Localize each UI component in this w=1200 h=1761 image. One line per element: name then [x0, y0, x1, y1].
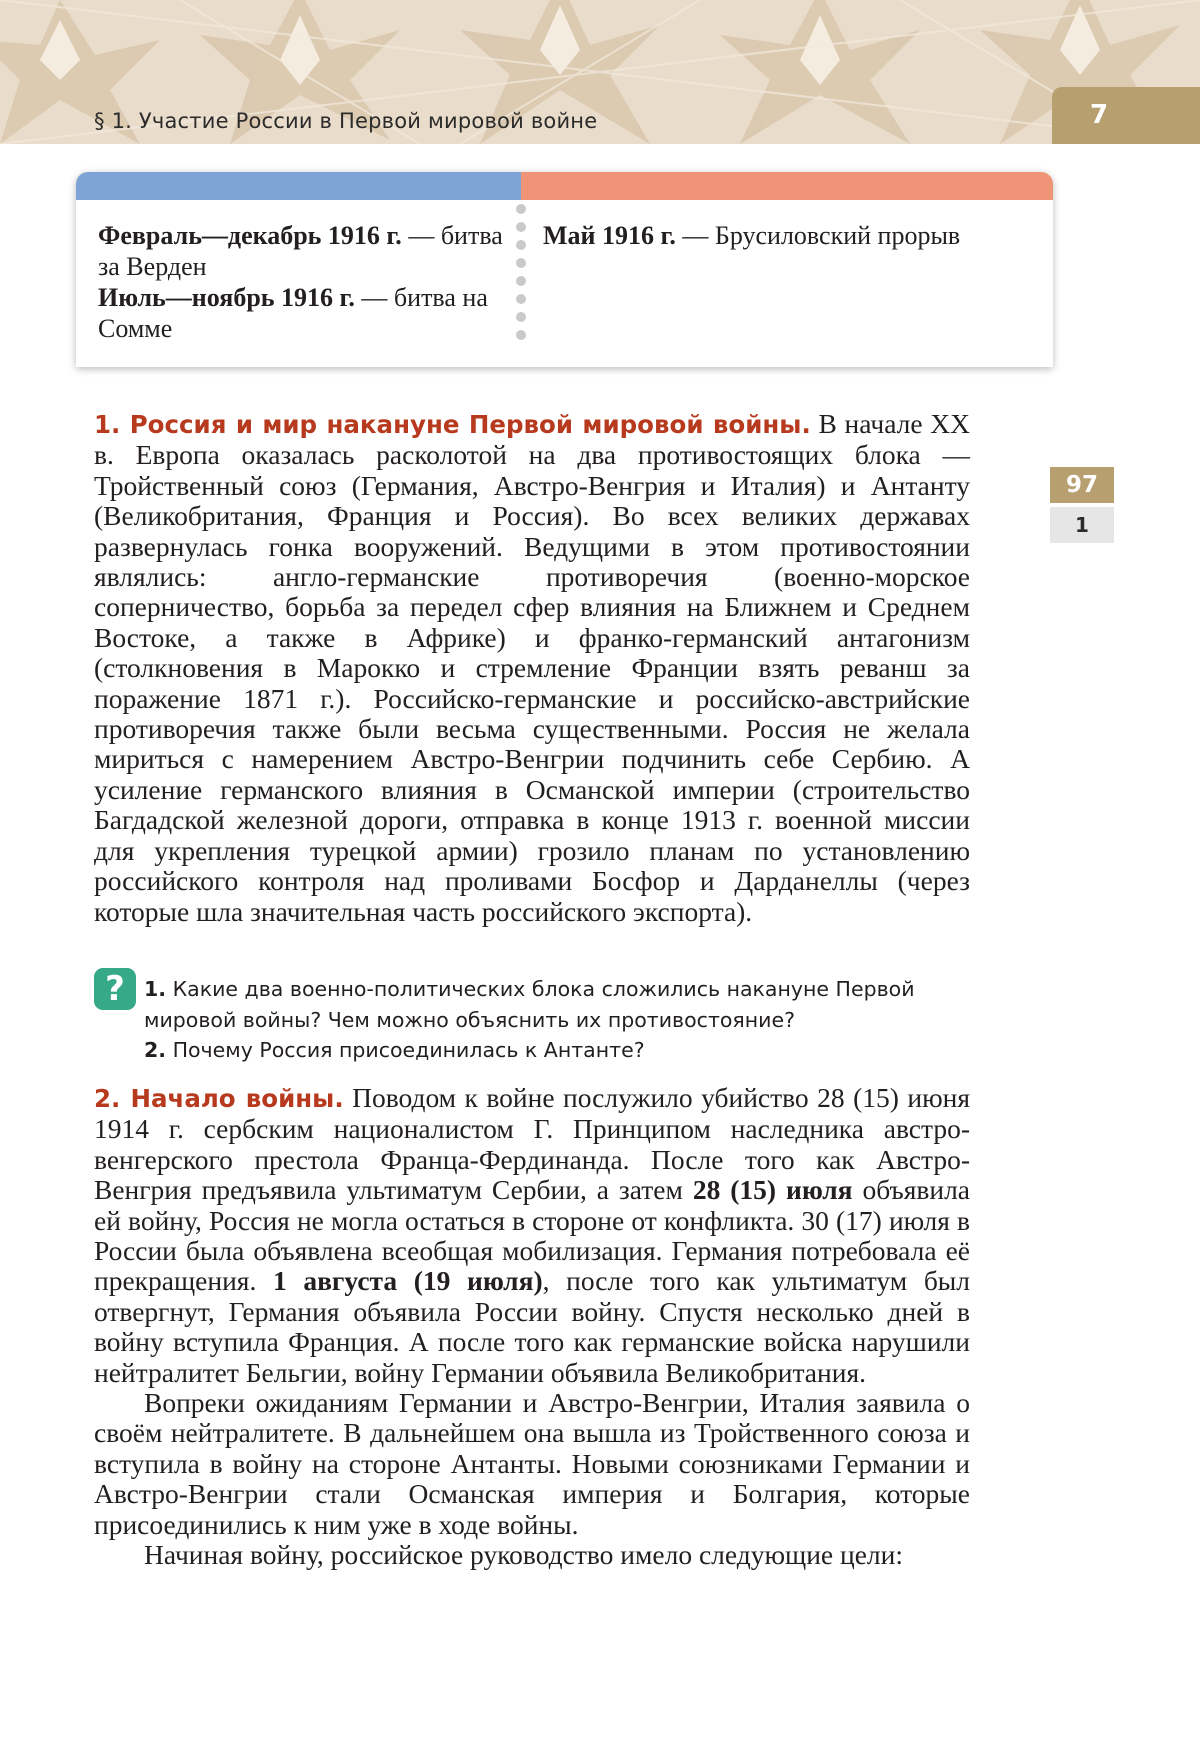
- section-2-heading: 2. Начало войны.: [94, 1084, 344, 1113]
- header-banner: [0, 0, 1200, 144]
- text-run: , после того как ультиматум был отвергнут, Германия объявила России войну. Спустя несколько дней в войну вступила Франция. А после того как германские войска нарушили нейтралитет Бельгии, войну Германии объявила Великобритания.: [94, 1265, 971, 1388]
- question-number: 2.: [144, 1038, 167, 1062]
- timeline-event: — битва на Сомме: [98, 283, 488, 343]
- question-item: [144, 1035, 974, 1066]
- side-marker-97: 97: [1050, 467, 1114, 503]
- question-icon: ?: [94, 968, 136, 1010]
- section-2-paragraph-3: Начиная войну, российское руководство имело следующие цели:: [144, 1539, 904, 1571]
- timeline-right-column: [543, 220, 1043, 251]
- side-marker-1: 1: [1050, 507, 1114, 543]
- timeline-dot-divider: [514, 204, 528, 364]
- timeline-date: Февраль—декабрь 1916 г.: [98, 221, 402, 250]
- question-text: Какие два военно-политических блока сложились накануне Первой мировой войны? Чем можно объяснить их противостояние?: [144, 977, 915, 1032]
- text-run: объявила ей войну, Россия не могла остаться в стороне от конфликта. 30 (17) июля в России была объявлена всеобщая мобилизация. Германия потребовала её прекращения.: [94, 1174, 971, 1297]
- section-1: [94, 409, 970, 927]
- timeline-event: — Брусиловский прорыв: [675, 221, 961, 250]
- timeline-entry: [543, 220, 1043, 251]
- timeline-entry: [98, 220, 508, 282]
- timeline-box: [76, 172, 1053, 367]
- question-text: Почему Россия присоединилась к Антанте?: [166, 1038, 645, 1062]
- page-number: 7: [1052, 87, 1200, 144]
- section-1-heading: 1. Россия и мир накануне Первой мировой войны.: [94, 410, 811, 439]
- timeline-event: — битва за Верден: [98, 221, 503, 281]
- section-2-paragraph-2: Вопреки ожиданиям Германии и Австро-Венгрии, Италия заявила о своём нейтралитете. В дальнейшем она вышла из Тройственного союза и вступила в войну на стороне Антанты. Новыми союзниками Германии и Австро-Венгрии стали Османская империя и Болгария, которые присоединились к ним уже в ходе войны.: [94, 1387, 970, 1540]
- question-list: [144, 974, 974, 1066]
- question-item: [144, 974, 974, 1035]
- text-run: Поводом к войне послужило убийство 28 (15) июня 1914 г. сербским националистом Г. Принципом наследника австро-венгерского престола Франца-Фердинанда. После того как Австро-Венгрия предъявила ультиматум Сербии, а затем: [94, 1082, 970, 1206]
- timeline-entry: [98, 282, 508, 344]
- timeline-date: Май 1916 г.: [543, 221, 676, 250]
- running-head: § 1. Участие России в Первой мировой войне: [94, 109, 598, 133]
- timeline-bar-blue: [76, 172, 521, 200]
- section-2-paragraph-1: [94, 1083, 970, 1388]
- question-number: 1.: [144, 977, 167, 1001]
- timeline-date: Июль—ноябрь 1916 г.: [98, 283, 355, 312]
- section-2: [94, 1083, 970, 1571]
- section-1-text: В начале XX в. Европа оказалась расколотой на два противостоящих блока — Тройственный союз (Германия, Австро-Венгрия и Италия) и Антанту (Великобритания, Франция и Россия). Во всех великих державах развернулась гонка вооружений. Ведущими в этом противостоянии являлись: англо-германские противоречия (военно-морское соперничество, борьба за передел сфер влияния на Ближнем и Среднем Востоке, а также в Африке) и франко-германский антагонизм (столкновения в Марокко и стремление Франции взять реванш за поражение 1871 г.). Российско-германские и российско-австрийские противоречия также были весьма существенными. Россия не желала мириться с намерением Австро-Венгрии подчинить себе Сербию. А усиление германского влияния в Османской империи (строительство Багдадской железной дороги, отправка в конце 1913 г. военной миссии для укрепления турецкой армии) грозило планам по установлению российского контроля над проливами Босфор и Дарданеллы (через которые шла значительная часть российского экспорта).: [94, 408, 971, 927]
- timeline-bar-orange: [521, 172, 1053, 200]
- timeline-left-column: [98, 220, 508, 344]
- bold-date: 28 (15) июля: [692, 1174, 853, 1206]
- bold-date: 1 августа (19 июля): [272, 1265, 543, 1297]
